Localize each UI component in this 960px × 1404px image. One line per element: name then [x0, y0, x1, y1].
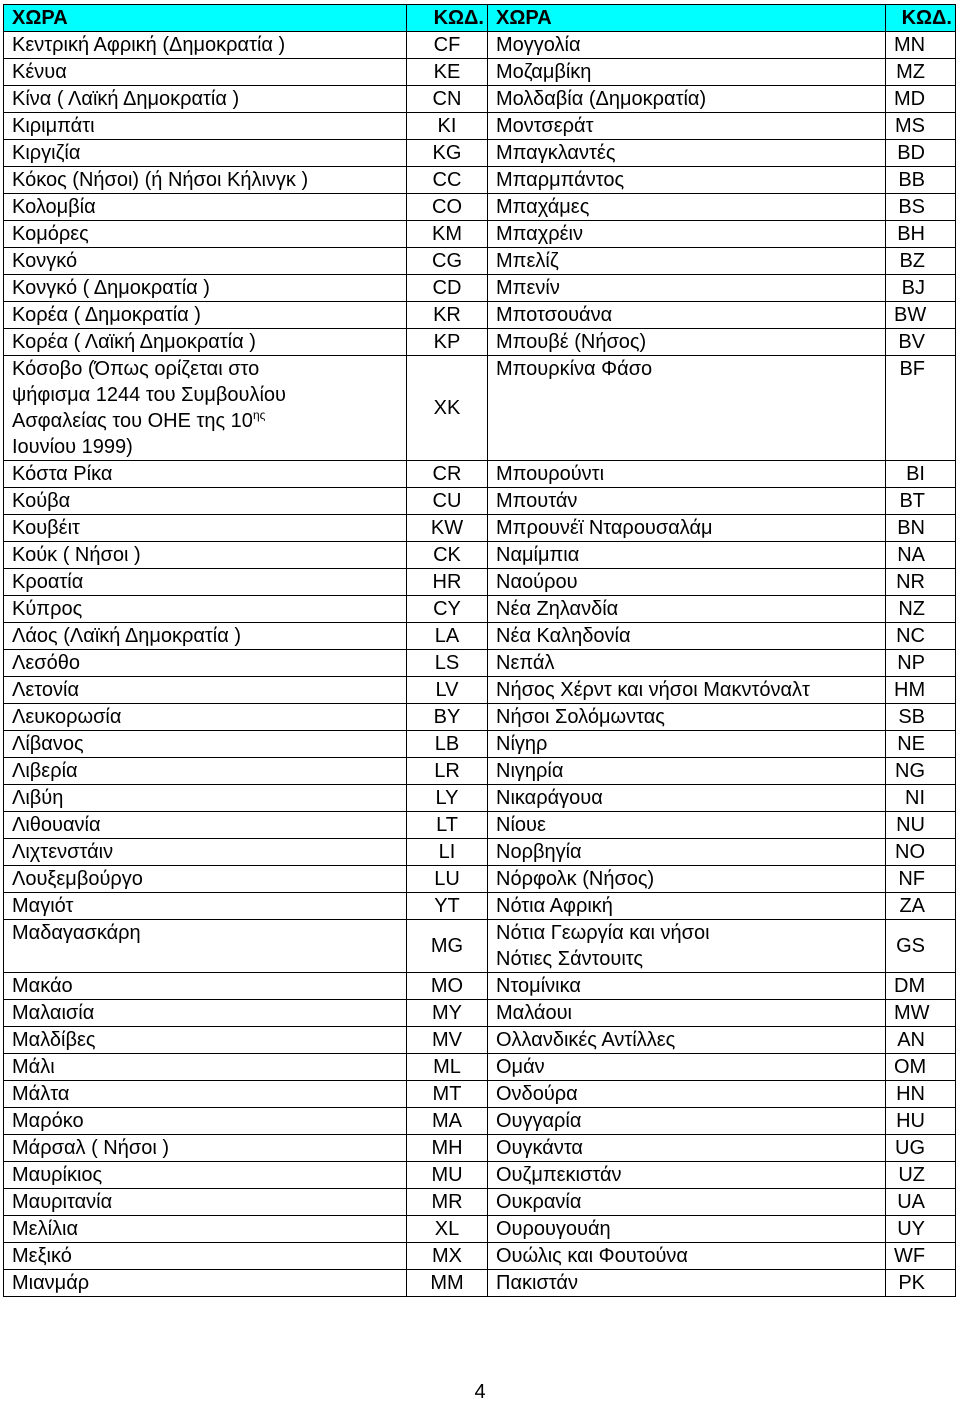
table-row [4, 86, 956, 113]
country-left-cell: Κόκος (Νήσοι) (ή Νήσοι Κήλινγκ ) [4, 167, 407, 194]
country-left-cell: Μακάο [4, 973, 407, 1000]
country-right-cell: Μπουτάν [488, 488, 886, 515]
country-left-cell: Μαλαισία [4, 1000, 407, 1027]
code-right-cell: NE [886, 731, 956, 758]
table-row [4, 329, 956, 356]
country-left-cell: Μαυρίκιος [4, 1162, 407, 1189]
country-left-cell: Μάλι [4, 1054, 407, 1081]
country-right-cell: Ναμίμπια [488, 542, 886, 569]
country-left-cell: Κίνα ( Λαϊκή Δημοκρατία ) [4, 86, 407, 113]
country-right-cell: Ουζμπεκιστάν [488, 1162, 886, 1189]
table-row [4, 302, 956, 329]
code-left-cell: CK [407, 542, 488, 569]
country-right-cell: Ουγκάντα [488, 1135, 886, 1162]
code-right-cell: MW [886, 1000, 956, 1027]
code-right-cell: BV [886, 329, 956, 356]
country-right-cell: Μοζαμβίκη [488, 59, 886, 86]
country-right-cell: Ουώλις και Φουτούνα [488, 1243, 886, 1270]
code-left-cell: YT [407, 893, 488, 920]
country-left-cell [4, 356, 407, 461]
kosovo-line-3 [12, 408, 398, 434]
code-right-cell: NO [886, 839, 956, 866]
country-right-cell: Μοντσεράτ [488, 113, 886, 140]
country-right-cell: Νορβηγία [488, 839, 886, 866]
country-left-cell: Μάρσαλ ( Νήσοι ) [4, 1135, 407, 1162]
code-left-cell: XK [407, 356, 488, 461]
country-right-cell: Πακιστάν [488, 1270, 886, 1297]
country-right-cell: Μπουβέ (Νήσος) [488, 329, 886, 356]
code-right-cell: OM [886, 1054, 956, 1081]
country-left-cell: Κένυα [4, 59, 407, 86]
header-country-right: ΧΩΡΑ [488, 5, 886, 32]
country-right-cell: Ολλανδικές Αντίλλες [488, 1027, 886, 1054]
code-left-cell: MH [407, 1135, 488, 1162]
table-row [4, 194, 956, 221]
code-right-cell: BT [886, 488, 956, 515]
table-row [4, 1081, 956, 1108]
country-right-cell: Μογγολία [488, 32, 886, 59]
table-row [4, 140, 956, 167]
table-row [4, 866, 956, 893]
code-right-cell: ZA [886, 893, 956, 920]
code-right-cell: BZ [886, 248, 956, 275]
code-right-cell: UA [886, 1189, 956, 1216]
page-number: 4 [474, 1381, 486, 1403]
country-right-cell: Μαλάουι [488, 1000, 886, 1027]
table-row [4, 488, 956, 515]
code-right-cell: UZ [886, 1162, 956, 1189]
code-left-cell: KG [407, 140, 488, 167]
table-row [4, 1189, 956, 1216]
country-code-table [3, 4, 956, 1297]
country-left-cell: Κομόρες [4, 221, 407, 248]
code-right-cell: HN [886, 1081, 956, 1108]
code-left-cell: CC [407, 167, 488, 194]
code-right-cell: DM [886, 973, 956, 1000]
code-right-cell: BH [886, 221, 956, 248]
table-row [4, 1243, 956, 1270]
table-row [4, 1000, 956, 1027]
table-row [4, 515, 956, 542]
country-left-cell: Λίβανος [4, 731, 407, 758]
table-row [4, 1216, 956, 1243]
table-row [4, 569, 956, 596]
code-left-cell: MX [407, 1243, 488, 1270]
table-row [4, 1135, 956, 1162]
table-row [4, 248, 956, 275]
code-left-cell: MV [407, 1027, 488, 1054]
country-left-cell: Κιργιζία [4, 140, 407, 167]
country-left-cell: Μαυριτανία [4, 1189, 407, 1216]
country-left-cell: Λουξεμβούργο [4, 866, 407, 893]
country-left-cell: Κορέα ( Δημοκρατία ) [4, 302, 407, 329]
country-left-cell: Κορέα ( Λαϊκή Δημοκρατία ) [4, 329, 407, 356]
kosovo-line-1: Κόσοβο (Όπως ορίζεται στο [12, 358, 260, 380]
country-right-cell: Νόρφολκ (Νήσος) [488, 866, 886, 893]
code-left-cell: LA [407, 623, 488, 650]
code-left-cell: MG [407, 920, 488, 973]
kosovo-line-3-text: Ασφαλείας του ΟΗΕ της 10 [12, 410, 253, 432]
code-right-cell: MN [886, 32, 956, 59]
country-left-cell: Μεξικό [4, 1243, 407, 1270]
code-left-cell: CU [407, 488, 488, 515]
country-right-cell: Μπαρμπάντος [488, 167, 886, 194]
country-right-cell: Νήσοι Σολόμωντας [488, 704, 886, 731]
country-right-cell: Νίγηρ [488, 731, 886, 758]
code-left-cell: BY [407, 704, 488, 731]
country-right-cell: Νίουε [488, 812, 886, 839]
country-right-cell: Μπρουνέϊ Νταρουσαλάμ [488, 515, 886, 542]
code-right-cell: NC [886, 623, 956, 650]
header-country-left: ΧΩΡΑ [4, 5, 407, 32]
code-left-cell: CY [407, 596, 488, 623]
code-right-cell: NU [886, 812, 956, 839]
country-left-cell: Λετονία [4, 677, 407, 704]
country-left-cell: Κόστα Ρίκα [4, 461, 407, 488]
country-left-cell: Κεντρική Αφρική (Δημοκρατία ) [4, 32, 407, 59]
code-left-cell: KP [407, 329, 488, 356]
code-left-cell: LB [407, 731, 488, 758]
code-right-cell: BF [886, 356, 956, 461]
country-left-cell: Κούκ ( Νήσοι ) [4, 542, 407, 569]
country-right-cell: Ονδούρα [488, 1081, 886, 1108]
country-right-cell: Ουρουγουάη [488, 1216, 886, 1243]
table-row [4, 1027, 956, 1054]
country-right-cell: Νικαράγουα [488, 785, 886, 812]
table-row [4, 596, 956, 623]
code-right-cell: NA [886, 542, 956, 569]
code-right-cell: BD [886, 140, 956, 167]
table-row [4, 785, 956, 812]
country-right-cell: Ντομίνικα [488, 973, 886, 1000]
kosovo-line-4: Ιουνίου 1999) [12, 436, 133, 458]
code-right-cell: BS [886, 194, 956, 221]
code-right-cell: GS [886, 920, 956, 973]
table-row [4, 32, 956, 59]
code-right-cell: MD [886, 86, 956, 113]
code-left-cell: LS [407, 650, 488, 677]
code-left-cell: MY [407, 1000, 488, 1027]
table-row [4, 677, 956, 704]
country-left-cell: Κύπρος [4, 596, 407, 623]
country-left-cell: Κονγκό [4, 248, 407, 275]
table-row [4, 542, 956, 569]
country-right-cell: Μπαγκλαντές [488, 140, 886, 167]
code-right-cell: WF [886, 1243, 956, 1270]
code-right-cell: BB [886, 167, 956, 194]
code-left-cell: HR [407, 569, 488, 596]
code-right-cell: NG [886, 758, 956, 785]
code-left-cell: KE [407, 59, 488, 86]
header-code-left: ΚΩΔ. [407, 5, 488, 32]
table-row [4, 704, 956, 731]
country-left-cell: Μάλτα [4, 1081, 407, 1108]
country-left-cell: Κουβέιτ [4, 515, 407, 542]
code-right-cell: NR [886, 569, 956, 596]
country-right-cell: Μπαχάμες [488, 194, 886, 221]
code-right-cell: NI [886, 785, 956, 812]
country-left-cell: Κολομβία [4, 194, 407, 221]
country-left-cell: Μιανμάρ [4, 1270, 407, 1297]
table-row [4, 1054, 956, 1081]
country-right-cell: Νέα Ζηλανδία [488, 596, 886, 623]
code-right-cell: MS [886, 113, 956, 140]
code-right-cell: BW [886, 302, 956, 329]
code-right-cell: PK [886, 1270, 956, 1297]
country-right-cell: Νεπάλ [488, 650, 886, 677]
country-left-cell: Λιθουανία [4, 812, 407, 839]
country-left-cell: Κροατία [4, 569, 407, 596]
code-left-cell: MM [407, 1270, 488, 1297]
header-code-right: ΚΩΔ. [886, 5, 956, 32]
country-left-cell: Μαλδίβες [4, 1027, 407, 1054]
code-left-cell: KM [407, 221, 488, 248]
country-left-cell: Μαγιότ [4, 893, 407, 920]
code-right-cell: HU [886, 1108, 956, 1135]
table-row [4, 973, 956, 1000]
code-left-cell: MA [407, 1108, 488, 1135]
country-left-cell: Λάος (Λαϊκή Δημοκρατία ) [4, 623, 407, 650]
table-header-row [4, 5, 956, 32]
code-left-cell: XL [407, 1216, 488, 1243]
code-right-cell: BI [886, 461, 956, 488]
code-left-cell: CR [407, 461, 488, 488]
table-row [4, 1162, 956, 1189]
code-left-cell: LV [407, 677, 488, 704]
code-right-cell: NZ [886, 596, 956, 623]
country-right-cell: Ναούρου [488, 569, 886, 596]
code-left-cell: LT [407, 812, 488, 839]
table-row [4, 221, 956, 248]
table-row [4, 758, 956, 785]
code-right-cell: BJ [886, 275, 956, 302]
code-left-cell: KR [407, 302, 488, 329]
code-right-cell: BN [886, 515, 956, 542]
code-left-cell: KW [407, 515, 488, 542]
table-row-kosovo [4, 356, 956, 461]
country-left-cell: Μελίλια [4, 1216, 407, 1243]
code-left-cell: CF [407, 32, 488, 59]
code-left-cell: LI [407, 839, 488, 866]
code-left-cell: MT [407, 1081, 488, 1108]
country-right-cell: Ομάν [488, 1054, 886, 1081]
table-row [4, 650, 956, 677]
country-left-cell: Μαρόκο [4, 1108, 407, 1135]
table-row [4, 113, 956, 140]
table-row [4, 893, 956, 920]
code-right-cell: MZ [886, 59, 956, 86]
country-right-cell: Νιγηρία [488, 758, 886, 785]
south-georgia-line-2: Νότιες Σάντουιτς [496, 948, 644, 970]
table-row [4, 839, 956, 866]
code-right-cell: UG [886, 1135, 956, 1162]
kosovo-line-3-superscript: ης [252, 408, 266, 422]
country-right-cell: Μπουρκίνα Φάσο [488, 356, 886, 461]
country-right-cell: Μπελίζ [488, 248, 886, 275]
table-row [4, 812, 956, 839]
code-left-cell: MR [407, 1189, 488, 1216]
code-right-cell: NP [886, 650, 956, 677]
country-left-cell: Κονγκό ( Δημοκρατία ) [4, 275, 407, 302]
code-right-cell: AN [886, 1027, 956, 1054]
country-left-cell: Λιχτενστάιν [4, 839, 407, 866]
table-row [4, 623, 956, 650]
kosovo-line-2: ψήφισμα 1244 του Συμβουλίου [12, 384, 286, 406]
table-row [4, 167, 956, 194]
code-left-cell: ML [407, 1054, 488, 1081]
table-row [4, 1108, 956, 1135]
country-right-cell: Νότια Αφρική [488, 893, 886, 920]
table-row-madagascar [4, 920, 956, 973]
country-right-cell: Νέα Καληδονία [488, 623, 886, 650]
country-right-cell: Ουγγαρία [488, 1108, 886, 1135]
country-left-cell: Λεσόθο [4, 650, 407, 677]
country-left-cell: Λιβύη [4, 785, 407, 812]
code-left-cell: MU [407, 1162, 488, 1189]
code-left-cell: MO [407, 973, 488, 1000]
code-left-cell: CD [407, 275, 488, 302]
table-row [4, 461, 956, 488]
code-left-cell: LR [407, 758, 488, 785]
code-left-cell: LU [407, 866, 488, 893]
table-row [4, 1270, 956, 1297]
country-right-cell: Ουκρανία [488, 1189, 886, 1216]
country-left-cell: Λιβερία [4, 758, 407, 785]
country-left-cell: Λευκορωσία [4, 704, 407, 731]
country-right-cell: Μπουρούντι [488, 461, 886, 488]
code-left-cell: LY [407, 785, 488, 812]
table-row [4, 59, 956, 86]
code-right-cell: HM [886, 677, 956, 704]
country-left-cell: Κιριμπάτι [4, 113, 407, 140]
country-left-cell: Μαδαγασκάρη [4, 920, 407, 973]
code-left-cell: KI [407, 113, 488, 140]
country-left-cell: Κούβα [4, 488, 407, 515]
code-right-cell: NF [886, 866, 956, 893]
code-right-cell: UY [886, 1216, 956, 1243]
table-row [4, 275, 956, 302]
code-left-cell: CO [407, 194, 488, 221]
code-left-cell: CN [407, 86, 488, 113]
code-right-cell: SB [886, 704, 956, 731]
country-right-cell: Μπενίν [488, 275, 886, 302]
country-right-cell: Μποτσουάνα [488, 302, 886, 329]
code-left-cell: CG [407, 248, 488, 275]
country-right-cell: Νήσος Χέρντ και νήσοι Μακντόναλτ [488, 677, 886, 704]
south-georgia-line-1: Νότια Γεωργία και νήσοι [496, 922, 710, 944]
table-row [4, 731, 956, 758]
country-right-cell: Μπαχρέιν [488, 221, 886, 248]
country-right-cell [488, 920, 886, 973]
country-right-cell: Μολδαβία (Δημοκρατία) [488, 86, 886, 113]
